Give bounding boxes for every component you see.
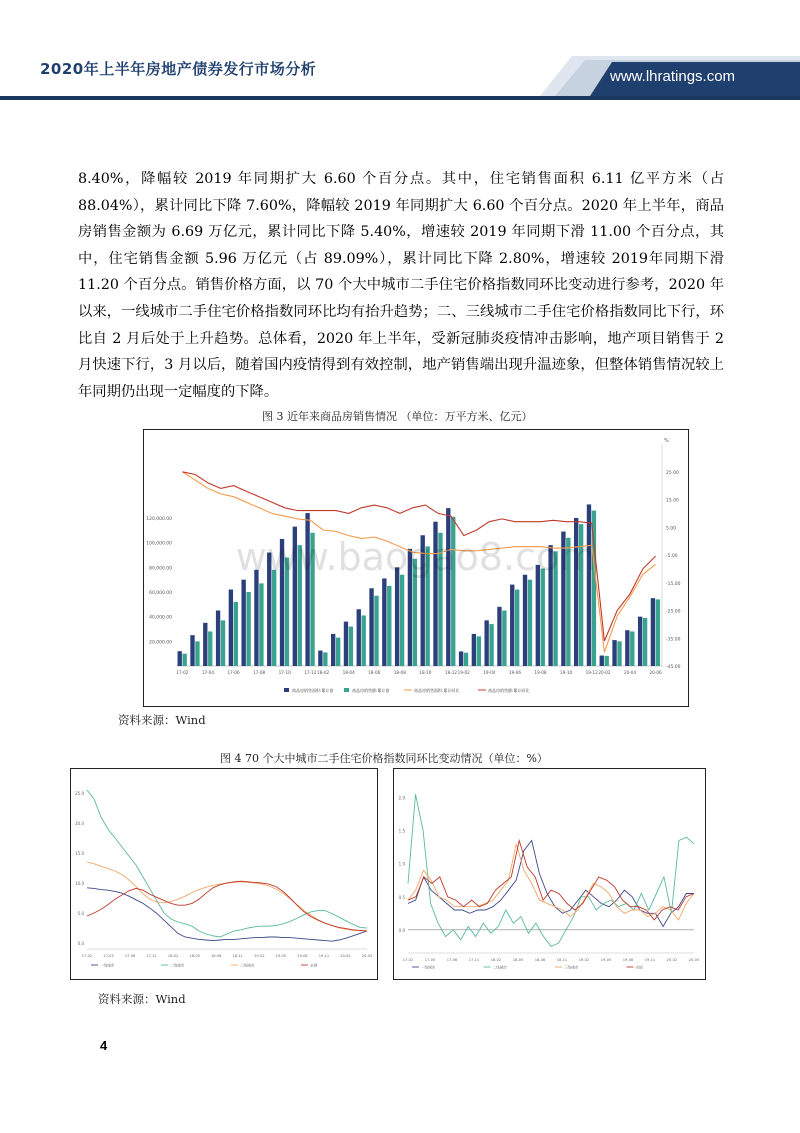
x-tick-label: 17-10 xyxy=(278,670,291,675)
y-tick-label: 0.5 xyxy=(398,894,405,900)
x-tick-label: 19-05 xyxy=(600,958,612,962)
y-tick-label: 0.0 xyxy=(398,927,405,933)
x-tick-label: 18-08 xyxy=(393,670,406,675)
bar-amount xyxy=(617,641,621,666)
x-tick-label: 19-08 xyxy=(622,958,634,962)
series-line-2 xyxy=(87,790,367,937)
legend-label: 商品房销售面积:累计值 xyxy=(292,688,334,693)
bar-area xyxy=(382,578,386,666)
bar-area xyxy=(484,620,488,666)
y-tick-label: 0.0 xyxy=(77,941,84,946)
bar-area xyxy=(229,590,233,666)
y-tick-label: 1.5 xyxy=(398,828,405,834)
bar-area xyxy=(216,611,220,667)
header-band xyxy=(0,0,800,100)
x-tick-label: 19-08 xyxy=(534,670,547,675)
legend-label: 商品房销售额:累计同比 xyxy=(488,688,530,693)
y-tick-label: 15.0 xyxy=(75,851,84,856)
bar-area xyxy=(472,634,476,666)
bar-amount xyxy=(246,592,250,666)
legend-label: 二线城市 xyxy=(492,965,507,970)
series-line-2 xyxy=(408,794,694,946)
bar-amount xyxy=(630,631,634,666)
x-tick-label: 20-02 xyxy=(666,958,678,962)
bar-amount xyxy=(515,590,519,666)
bar-amount xyxy=(182,654,186,666)
x-tick-label: 19-12 xyxy=(585,670,598,675)
bar-area xyxy=(625,630,629,666)
bar-amount xyxy=(195,641,199,666)
bar-amount xyxy=(464,653,468,666)
figure4-right-chart-frame xyxy=(393,768,706,980)
x-tick-label: 18-11 xyxy=(232,954,243,958)
bar-amount xyxy=(605,656,609,666)
x-tick-label: 17-08 xyxy=(446,958,458,962)
legend-label: 全国 xyxy=(635,965,643,970)
left-tick-label: 80,000.00 xyxy=(149,566,172,572)
figure4-left-chart-frame xyxy=(70,768,378,980)
x-tick-label: 17-06 xyxy=(227,670,240,675)
right-tick-label: -45.00 xyxy=(666,665,681,670)
bar-area xyxy=(600,656,604,666)
bar-area xyxy=(459,651,463,666)
x-tick-label: 19-06 xyxy=(508,670,522,675)
bar-area xyxy=(510,585,514,666)
x-tick-label: 20-02 xyxy=(340,954,351,958)
x-tick-label: 19-11 xyxy=(318,954,330,958)
x-tick-label: 19-10 xyxy=(559,670,573,675)
series-line-1 xyxy=(408,841,694,927)
x-tick-label: 20-05 xyxy=(688,958,700,962)
legend-label: 商品房销售面积:累计同比 xyxy=(414,688,460,693)
bar-amount xyxy=(656,599,660,666)
bar-area xyxy=(369,588,373,666)
bar-area xyxy=(344,622,348,666)
x-tick-label: 20-06 xyxy=(649,670,662,675)
bar-area xyxy=(178,651,182,666)
x-tick-label: 18-12 xyxy=(444,670,458,675)
figure3-chart-frame xyxy=(143,429,689,707)
x-tick-label: 20-04 xyxy=(623,670,637,675)
left-tick-label: 120,000.00 xyxy=(146,517,172,522)
x-tick-label: 17-11 xyxy=(146,954,157,958)
y-tick-label: 5.0 xyxy=(77,911,84,916)
x-tick-label: 20-05 xyxy=(361,954,373,958)
x-tick-label: 18-08 xyxy=(534,958,546,962)
y-tick-label: 20.0 xyxy=(75,821,84,826)
x-tick-label: 19-11 xyxy=(644,958,656,962)
bar-amount xyxy=(541,569,545,666)
x-tick-label: 17-02 xyxy=(176,670,189,675)
page-number: 4 xyxy=(100,1038,108,1053)
bar-area xyxy=(523,575,527,666)
series-line-4 xyxy=(408,841,694,920)
x-tick-label: 17-05 xyxy=(424,958,436,962)
bar-amount xyxy=(259,583,263,666)
watermark: www.baogao8.com xyxy=(235,535,597,579)
legend-label: 商品房销售额:累计值 xyxy=(352,688,390,693)
series-line-3 xyxy=(408,844,694,920)
right-tick-label: -15.00 xyxy=(666,581,681,587)
x-tick-label: 17-05 xyxy=(103,954,114,958)
legend-label: 全国 xyxy=(310,963,318,968)
x-tick-label: 17-08 xyxy=(124,954,136,958)
legend-label: 一线城市 xyxy=(421,965,436,970)
bar-amount xyxy=(349,627,353,666)
bar-area xyxy=(395,567,399,666)
bar-area xyxy=(357,609,361,666)
bar-amount xyxy=(362,615,366,666)
bar-area xyxy=(203,623,207,666)
bar-amount xyxy=(489,624,493,666)
x-tick-label: 17-04 xyxy=(201,670,215,675)
bar-amount xyxy=(502,611,506,667)
bar-amount xyxy=(208,631,212,666)
y-tick-label: 10.0 xyxy=(75,881,84,886)
bar-area xyxy=(318,651,322,666)
bar-area xyxy=(190,635,194,666)
bar-area xyxy=(446,508,450,666)
bar-amount xyxy=(643,618,647,666)
document-title: 2020年上半年房地产债券发行市场分析 xyxy=(40,60,317,78)
figure4-caption: 图 4 70 个大中城市二手住宅价格指数同环比变动情况（单位：%） xyxy=(220,752,548,765)
right-tick-label: 25.00 xyxy=(666,470,679,476)
bar-area xyxy=(587,504,591,666)
body-paragraph: 8.40%，降幅较 2019 年同期扩大 6.60 个百分点。其中，住宅销售面积 6.11 亿平方米（占88.04%），累计同比下降 7.60%，降幅较 2019 年同期扩大 6.60 个百分点。2020 年上半年，商品房销售金额为 6.69 万亿元，累计同比下降 5.40%，增速较 2019 年同期下滑 11.00 个百分点，其中，住宅销售金额 5.96 万亿元（占 89.09%），累计同比下降 2.80%，增速较 2019年同期下滑 11.20 个百分点。销售价格方面，以 70 个大中城市二手住宅价格指数同环比变动进行参考，2020 年以来，一线城市二手住宅价格指数同环比均有抬升趋势；二、三线城市二手住宅价格指数同比下行，环比自 2 月后处于上升趋势。总体看，2020 年上半年，受新冠肺炎疫情冲击影响，地产项目销售于 2 月快速下行，3 月以后，随着国内疫情得到有效控制，地产销售端出现升温迹象，但整体销售情况较上年同期仍出现一定幅度的下降。 xyxy=(78,171,724,400)
left-tick-label: 20,000.00 xyxy=(149,640,172,646)
x-tick-label: 19-05 xyxy=(275,954,287,958)
bar-area xyxy=(331,634,335,666)
bar-amount xyxy=(323,652,327,666)
x-tick-label: 19-08 xyxy=(297,954,308,958)
x-tick-label: 17-08 xyxy=(253,670,266,675)
left-tick-label: 40,000.00 xyxy=(149,615,172,621)
bar-amount xyxy=(374,596,378,666)
legend-swatch xyxy=(284,688,289,692)
sales-chart xyxy=(144,430,688,706)
bar-amount xyxy=(272,570,276,666)
legend-label: 一线城市 xyxy=(100,963,115,968)
x-tick-label: 18-02 xyxy=(167,954,179,958)
x-tick-label: 18-11 xyxy=(556,958,568,962)
left-tick-label: 60,000.00 xyxy=(149,591,172,596)
left-tick-label: 100,000.00 xyxy=(146,541,172,547)
legend-label: 三线城市 xyxy=(564,965,579,970)
y-tick-label: 2.0 xyxy=(398,795,405,801)
x-tick-label: 17-02 xyxy=(81,954,93,958)
legend-label: 二线城市 xyxy=(170,963,185,968)
right-tick-label: 5.00 xyxy=(666,526,677,532)
x-tick-label: 19-02 xyxy=(578,958,590,962)
x-tick-label: 19-02 xyxy=(254,954,265,958)
legend-swatch xyxy=(344,688,349,692)
bar-area xyxy=(536,565,540,666)
y-tick-label: 25.0 xyxy=(75,791,84,796)
x-tick-label: 18-02 xyxy=(316,670,330,675)
bar-amount xyxy=(336,638,340,666)
mom-price-chart xyxy=(394,769,705,979)
x-tick-label: 18-02 xyxy=(490,958,502,962)
x-tick-label: 17-02 xyxy=(402,958,414,962)
x-tick-label: 19-02 xyxy=(457,670,470,675)
legend-label: 三线城市 xyxy=(240,963,255,968)
bar-amount xyxy=(477,636,481,666)
bar-area xyxy=(651,598,655,666)
series-line-4 xyxy=(87,881,367,931)
right-tick-label: -35.00 xyxy=(666,637,681,643)
y-tick-label: 1.0 xyxy=(398,861,405,867)
x-tick-label: 18-06 xyxy=(368,670,381,675)
x-tick-label: 18-10 xyxy=(419,670,432,675)
bar-area xyxy=(497,607,501,666)
figure3-caption: 图 3 近年来商品房销售情况 （单位：万平方米、亿元） xyxy=(262,410,533,423)
x-tick-label: 18-04 xyxy=(342,670,355,675)
bar-amount xyxy=(528,580,532,666)
x-tick-label: 17-12 xyxy=(304,670,317,675)
right-tick-label: -25.00 xyxy=(666,609,681,615)
bar-area xyxy=(638,617,642,666)
bar-area xyxy=(612,640,616,666)
website-url[interactable]: www.lhratings.com xyxy=(610,68,736,85)
x-tick-label: 19-04 xyxy=(483,670,496,675)
bar-area xyxy=(254,570,258,666)
bar-area xyxy=(241,580,245,666)
yoy-price-chart xyxy=(71,769,377,979)
x-tick-label: 20-02 xyxy=(598,670,611,675)
x-tick-label: 18-05 xyxy=(189,954,200,958)
bar-amount xyxy=(221,620,225,666)
x-tick-label: 18-05 xyxy=(512,958,524,962)
right-axis-unit: % xyxy=(664,438,669,444)
x-tick-label: 17-11 xyxy=(468,958,480,962)
figure4-source: 资料来源：Wind xyxy=(98,992,186,1006)
figure3-source: 资料来源：Wind xyxy=(118,713,206,727)
right-tick-label: 15.00 xyxy=(666,498,679,504)
bar-amount xyxy=(234,602,238,666)
right-tick-label: -5.00 xyxy=(666,554,678,559)
bar-amount xyxy=(387,586,391,666)
series-line-1 xyxy=(87,888,367,941)
bar-amount xyxy=(400,575,404,666)
x-tick-label: 18-08 xyxy=(211,954,222,958)
